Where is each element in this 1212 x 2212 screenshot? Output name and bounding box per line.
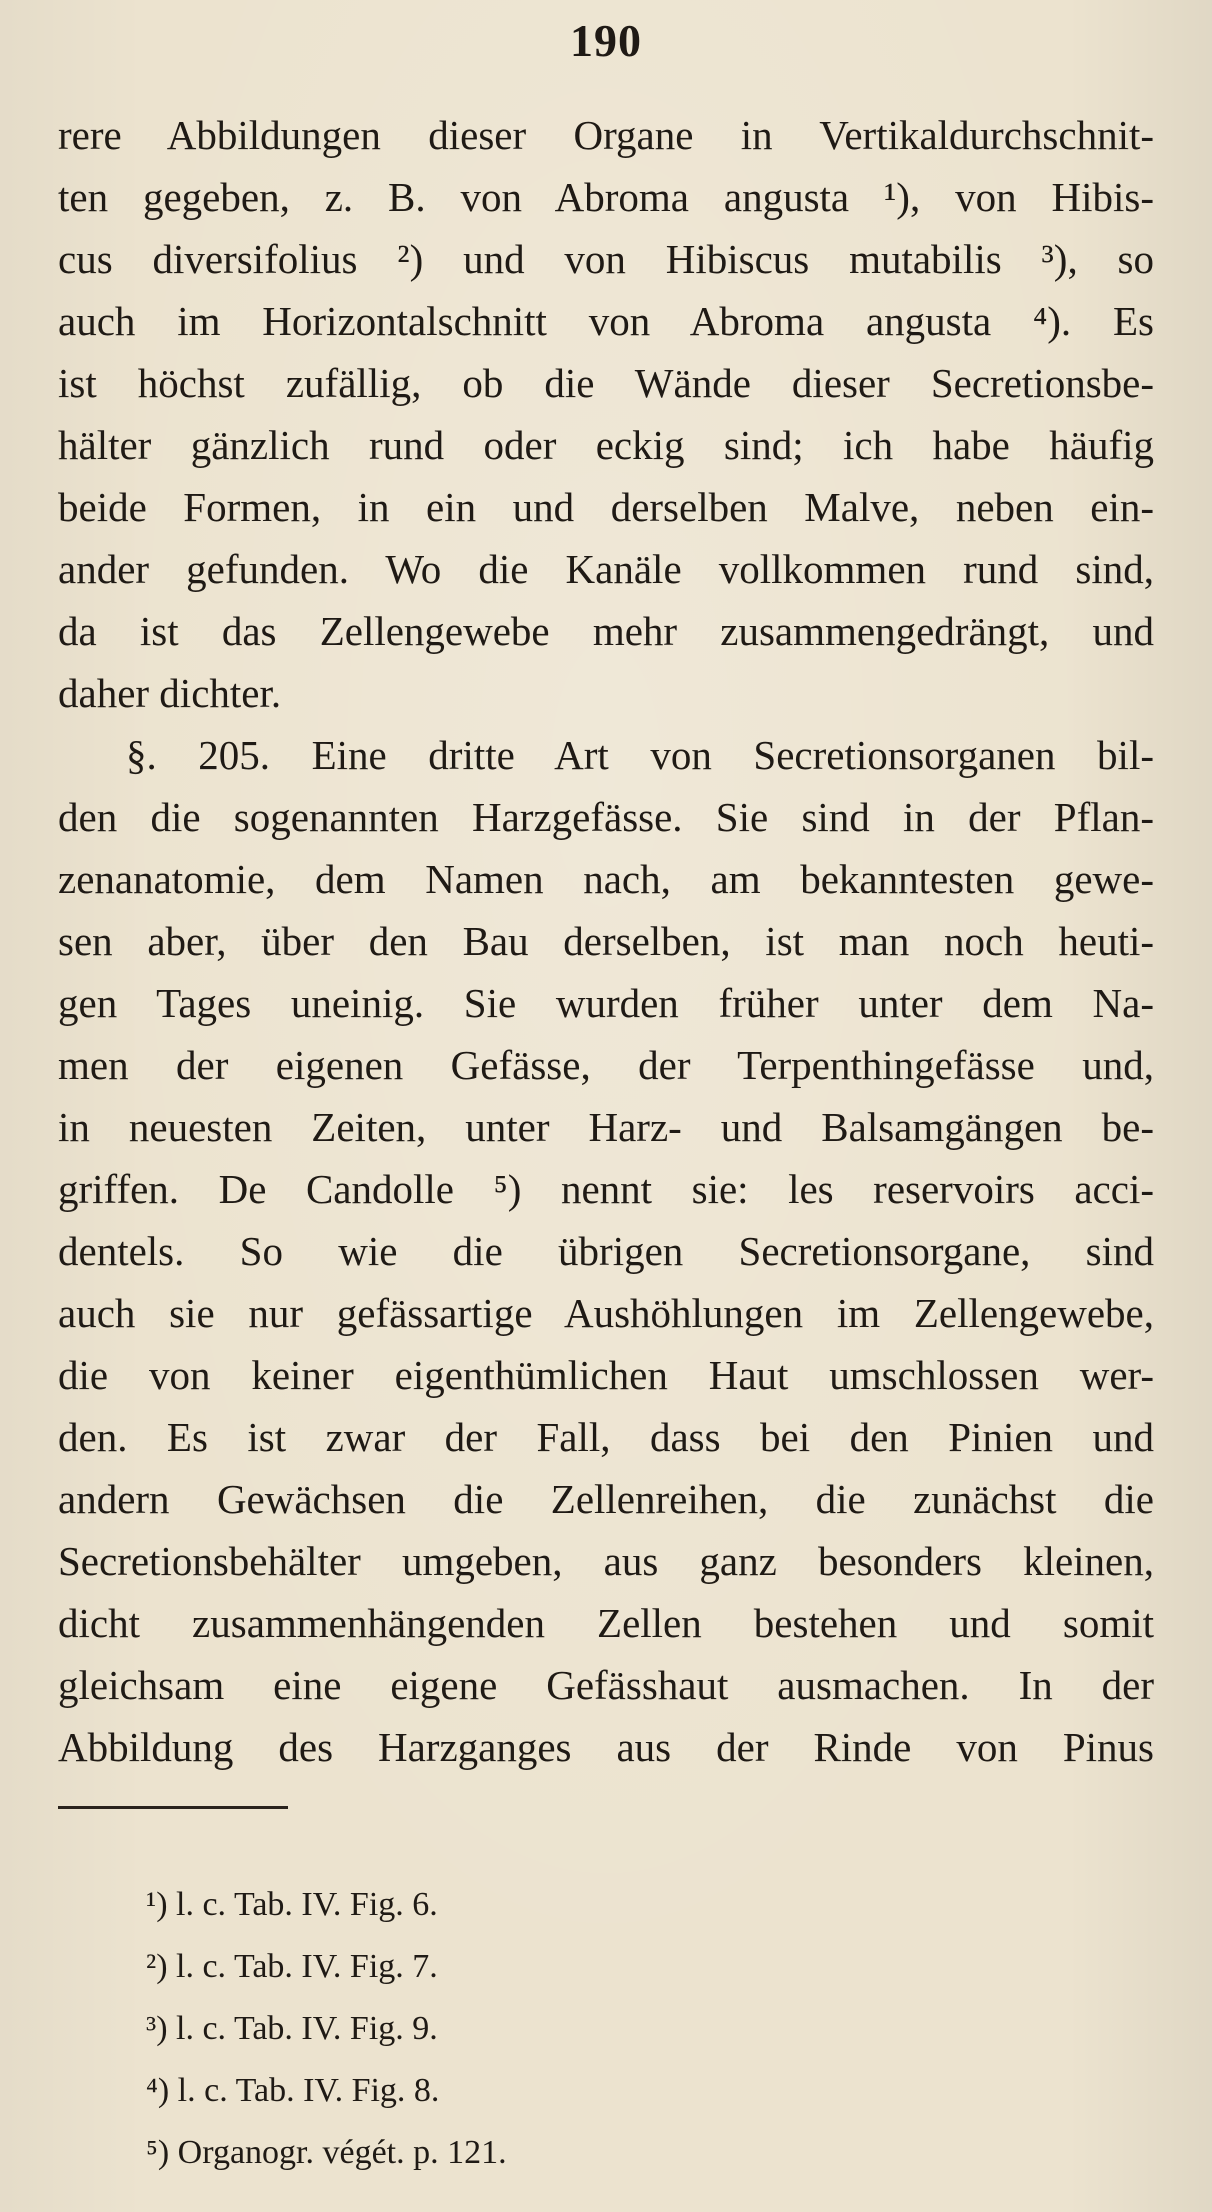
text-line: auch im Horizontalschnitt von Abroma angusta ⁴). Es	[58, 298, 1154, 344]
text-line: cus diversifolius ²) und von Hibiscus mutabilis ³), so	[58, 236, 1154, 282]
text-line: dentels. So wie die übrigen Secretionsorgane, sind	[58, 1228, 1154, 1274]
text-line: griffen. De Candolle ⁵) nennt sie: les reservoirs acci-	[58, 1166, 1154, 1212]
text-line: die von keiner eigenthümlichen Haut umschlossen wer-	[58, 1352, 1154, 1398]
text-line: den. Es ist zwar der Fall, dass bei den Pinien und	[58, 1414, 1154, 1460]
text-line: sen aber, über den Bau derselben, ist man noch heuti-	[58, 918, 1154, 964]
text-line: Secretionsbehälter umgeben, aus ganz besonders kleinen,	[58, 1538, 1154, 1584]
footnote-divider	[58, 1806, 288, 1809]
text-line: andern Gewächsen die Zellenreihen, die zunächst die	[58, 1476, 1154, 1522]
footnote: ⁵) Organogr. végét. p. 121.	[146, 2134, 507, 2171]
text-line: ander gefunden. Wo die Kanäle vollkommen rund sind,	[58, 546, 1154, 592]
text-line: gleichsam eine eigene Gefässhaut ausmachen. In der	[58, 1662, 1154, 1708]
text-line: ist höchst zufällig, ob die Wände dieser Secretionsbe-	[58, 360, 1154, 406]
text-line: daher dichter.	[58, 670, 282, 716]
footnote: ²) l. c. Tab. IV. Fig. 7.	[146, 1948, 438, 1985]
text-line: §. 205. Eine dritte Art von Secretionsorganen bil-	[126, 732, 1154, 778]
text-line: in neuesten Zeiten, unter Harz- und Balsamgängen be-	[58, 1104, 1154, 1150]
text-line: ten gegeben, z. B. von Abroma angusta ¹), von Hibis-	[58, 174, 1154, 220]
text-line: beide Formen, in ein und derselben Malve, neben ein-	[58, 484, 1154, 530]
footnotes	[146, 1874, 846, 2184]
page-number: 190	[570, 15, 642, 66]
text-line: den die sogenannten Harzgefässe. Sie sind in der Pflan-	[58, 794, 1154, 840]
text-line: rere Abbildungen dieser Organe in Vertikaldurchschnit-	[58, 112, 1154, 158]
footnote: ⁴) l. c. Tab. IV. Fig. 8.	[146, 2072, 440, 2109]
text-line: gen Tages uneinig. Sie wurden früher unter dem Na-	[58, 980, 1154, 1026]
text-line: zenanatomie, dem Namen nach, am bekanntesten gewe-	[58, 856, 1154, 902]
footnote: ³) l. c. Tab. IV. Fig. 9.	[146, 2010, 438, 2047]
text-line: dicht zusammenhängenden Zellen bestehen und somit	[58, 1600, 1154, 1646]
main-text	[58, 104, 1154, 1778]
text-line: auch sie nur gefässartige Aushöhlungen im Zellengewebe,	[58, 1290, 1154, 1336]
text-line: hälter gänzlich rund oder eckig sind; ich habe häufig	[58, 422, 1154, 468]
text-line: Abbildung des Harzganges aus der Rinde von Pinus	[58, 1724, 1154, 1770]
footnote: ¹) l. c. Tab. IV. Fig. 6.	[146, 1886, 438, 1923]
text-line: da ist das Zellengewebe mehr zusammengedrängt, und	[58, 608, 1154, 654]
text-line: men der eigenen Gefässe, der Terpenthingefässe und,	[58, 1042, 1154, 1088]
